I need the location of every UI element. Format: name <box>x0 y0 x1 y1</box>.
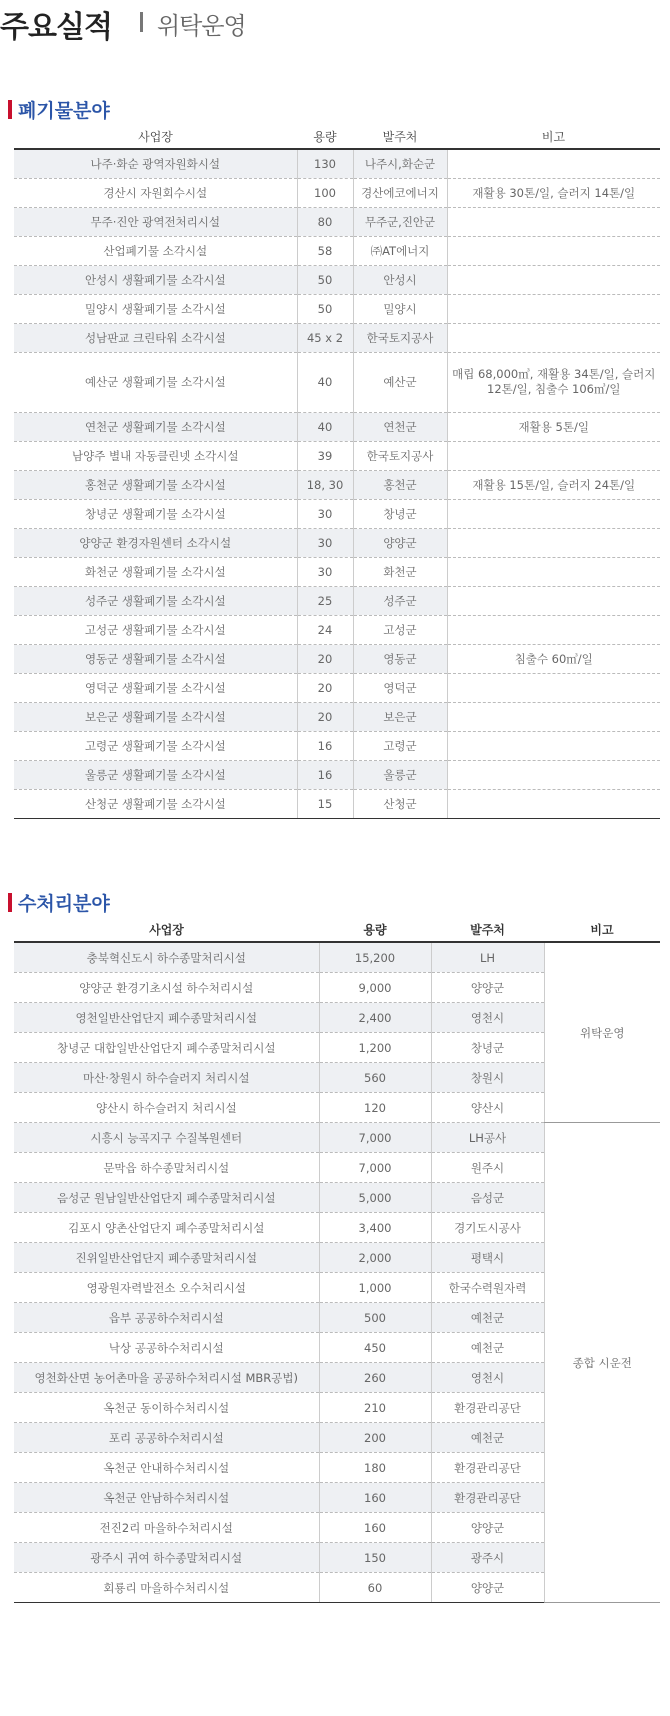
site-cell: 홍천군 생활폐기물 소각시설 <box>14 470 297 499</box>
capacity-cell: 30 <box>297 557 353 586</box>
capacity-cell: 100 <box>297 178 353 207</box>
client-cell: 경산에코에너지 <box>353 178 447 207</box>
client-cell: 영동군 <box>353 644 447 673</box>
capacity-cell: 1,200 <box>319 1033 431 1063</box>
water-table-header <box>14 917 660 942</box>
note-cell <box>447 441 660 470</box>
site-cell: 울릉군 생활폐기물 소각시설 <box>14 760 297 789</box>
note-cell <box>447 586 660 615</box>
capacity-cell: 20 <box>297 673 353 702</box>
site-cell: 고성군 생활폐기물 소각시설 <box>14 615 297 644</box>
capacity-cell: 260 <box>319 1363 431 1393</box>
client-cell: 음성군 <box>431 1183 544 1213</box>
client-cell: 경기도시공사 <box>431 1213 544 1243</box>
note-cell: 재활용 5톤/일 <box>447 412 660 441</box>
site-cell: 양양군 환경기초시설 하수처리시설 <box>14 973 319 1003</box>
capacity-cell: 16 <box>297 731 353 760</box>
site-cell: 김포시 양촌산업단지 폐수종말처리시설 <box>14 1213 319 1243</box>
capacity-cell: 40 <box>297 412 353 441</box>
column-header-site: 사업장 <box>14 124 297 149</box>
table-row <box>14 1123 660 1153</box>
note-cell <box>447 760 660 789</box>
waste-heading-text: 폐기물분야 <box>18 100 110 122</box>
site-cell: 광주시 귀여 하수종말처리시설 <box>14 1543 319 1573</box>
client-cell: 양양군 <box>431 1513 544 1543</box>
table-row <box>14 412 660 441</box>
column-header-site: 사업장 <box>14 917 319 942</box>
site-cell: 옥천군 동이하수처리시설 <box>14 1393 319 1423</box>
site-cell: 시흥시 능곡지구 수질복원센터 <box>14 1123 319 1153</box>
table-row <box>14 207 660 236</box>
client-cell: 한국수력원자력 <box>431 1273 544 1303</box>
table-row <box>14 323 660 352</box>
site-cell: 성주군 생활폐기물 소각시설 <box>14 586 297 615</box>
note-cell <box>447 499 660 528</box>
client-cell: 양산시 <box>431 1093 544 1123</box>
client-cell: 창원시 <box>431 1063 544 1093</box>
client-cell: 평택시 <box>431 1243 544 1273</box>
capacity-cell: 50 <box>297 265 353 294</box>
table-row <box>14 236 660 265</box>
capacity-cell: 210 <box>319 1393 431 1423</box>
waste-table-body <box>14 149 660 818</box>
site-cell: 남양주 별내 자동클린넷 소각시설 <box>14 441 297 470</box>
capacity-cell: 160 <box>319 1513 431 1543</box>
client-cell: 환경관리공단 <box>431 1453 544 1483</box>
capacity-cell: 7,000 <box>319 1153 431 1183</box>
capacity-cell: 15 <box>297 789 353 818</box>
capacity-cell: 50 <box>297 294 353 323</box>
site-cell: 읍부 공공하수처리시설 <box>14 1303 319 1333</box>
site-cell: 예산군 생활폐기물 소각시설 <box>14 352 297 412</box>
site-cell: 나주·화순 광역자원화시설 <box>14 149 297 178</box>
table-row <box>14 702 660 731</box>
capacity-cell: 15,200 <box>319 942 431 973</box>
capacity-cell: 5,000 <box>319 1183 431 1213</box>
table-row <box>14 942 660 973</box>
site-cell: 낙상 공공하수처리시설 <box>14 1333 319 1363</box>
client-cell: 밀양시 <box>353 294 447 323</box>
table-row <box>14 731 660 760</box>
note-cell: 침출수 60㎥/일 <box>447 644 660 673</box>
client-cell: LH공사 <box>431 1123 544 1153</box>
table-row <box>14 441 660 470</box>
page-title: 주요실적 <box>0 10 112 45</box>
capacity-cell: 150 <box>319 1543 431 1573</box>
client-cell: 예천군 <box>431 1423 544 1453</box>
client-cell: 예산군 <box>353 352 447 412</box>
note-cell <box>447 557 660 586</box>
column-header-note: 비고 <box>544 917 660 942</box>
group-note-cell: 종합 시운전 <box>544 1123 660 1603</box>
table-row <box>14 352 660 412</box>
client-cell: 영천시 <box>431 1003 544 1033</box>
client-cell: 한국토지공사 <box>353 441 447 470</box>
capacity-cell: 58 <box>297 236 353 265</box>
capacity-cell: 18, 30 <box>297 470 353 499</box>
capacity-cell: 3,400 <box>319 1213 431 1243</box>
capacity-cell: 20 <box>297 644 353 673</box>
capacity-cell: 160 <box>319 1483 431 1513</box>
note-cell <box>447 528 660 557</box>
column-header-capacity: 용량 <box>319 917 431 942</box>
waste-table-header <box>14 124 660 149</box>
site-cell: 밀양시 생활폐기물 소각시설 <box>14 294 297 323</box>
client-cell: 환경관리공단 <box>431 1483 544 1513</box>
column-header-client: 발주처 <box>353 124 447 149</box>
table-row <box>14 528 660 557</box>
site-cell: 경산시 자원회수시설 <box>14 178 297 207</box>
client-cell: LH <box>431 942 544 973</box>
site-cell: 산업폐기물 소각시설 <box>14 236 297 265</box>
site-cell: 영덕군 생활폐기물 소각시설 <box>14 673 297 702</box>
group-note-cell: 위탁운영 <box>544 942 660 1123</box>
site-cell: 회룡리 마을하수처리시설 <box>14 1573 319 1603</box>
title-divider <box>140 12 143 32</box>
heading-marker <box>8 100 12 119</box>
capacity-cell: 7,000 <box>319 1123 431 1153</box>
table-row <box>14 644 660 673</box>
capacity-cell: 560 <box>319 1063 431 1093</box>
client-cell: 나주시,화순군 <box>353 149 447 178</box>
client-cell: 안성시 <box>353 265 447 294</box>
note-cell <box>447 702 660 731</box>
client-cell: 산청군 <box>353 789 447 818</box>
client-cell: 원주시 <box>431 1153 544 1183</box>
table-row <box>14 470 660 499</box>
note-cell <box>447 731 660 760</box>
note-cell <box>447 615 660 644</box>
site-cell: 화천군 생활폐기물 소각시설 <box>14 557 297 586</box>
note-cell <box>447 294 660 323</box>
capacity-cell: 80 <box>297 207 353 236</box>
capacity-cell: 16 <box>297 760 353 789</box>
site-cell: 포리 공공하수처리시설 <box>14 1423 319 1453</box>
water-table-body <box>14 942 660 1603</box>
waste-table <box>14 124 660 819</box>
site-cell: 마산·창원시 하수슬러지 처리시설 <box>14 1063 319 1093</box>
site-cell: 영천일반산업단지 폐수종말처리시설 <box>14 1003 319 1033</box>
note-cell: 재활용 30톤/일, 슬러지 14톤/일 <box>447 178 660 207</box>
column-header-capacity: 용량 <box>297 124 353 149</box>
capacity-cell: 130 <box>297 149 353 178</box>
table-row <box>14 178 660 207</box>
table-row <box>14 615 660 644</box>
table-row <box>14 149 660 178</box>
table-row <box>14 294 660 323</box>
client-cell: 성주군 <box>353 586 447 615</box>
site-cell: 보은군 생활폐기물 소각시설 <box>14 702 297 731</box>
client-cell: 화천군 <box>353 557 447 586</box>
capacity-cell: 25 <box>297 586 353 615</box>
note-cell <box>447 149 660 178</box>
client-cell: 창녕군 <box>431 1033 544 1063</box>
site-cell: 양산시 하수슬러지 처리시설 <box>14 1093 319 1123</box>
table-row <box>14 499 660 528</box>
client-cell: ㈜AT에너지 <box>353 236 447 265</box>
client-cell: 창녕군 <box>353 499 447 528</box>
site-cell: 창녕군 대합일반산업단지 폐수종말처리시설 <box>14 1033 319 1063</box>
capacity-cell: 39 <box>297 441 353 470</box>
note-cell <box>447 789 660 818</box>
site-cell: 옥천군 안남하수처리시설 <box>14 1483 319 1513</box>
note-cell <box>447 207 660 236</box>
capacity-cell: 30 <box>297 528 353 557</box>
page-header <box>0 0 670 50</box>
site-cell: 문막읍 하수종말처리시설 <box>14 1153 319 1183</box>
page-subtitle: 위탁운영 <box>157 12 246 40</box>
water-section-heading <box>8 889 110 916</box>
capacity-cell: 200 <box>319 1423 431 1453</box>
client-cell: 예천군 <box>431 1303 544 1333</box>
capacity-cell: 9,000 <box>319 973 431 1003</box>
site-cell: 영광원자력발전소 오수처리시설 <box>14 1273 319 1303</box>
client-cell: 고성군 <box>353 615 447 644</box>
site-cell: 양양군 환경자원센터 소각시설 <box>14 528 297 557</box>
table-row <box>14 673 660 702</box>
site-cell: 연천군 생활폐기물 소각시설 <box>14 412 297 441</box>
site-cell: 고령군 생활폐기물 소각시설 <box>14 731 297 760</box>
note-cell <box>447 236 660 265</box>
client-cell: 무주군,진안군 <box>353 207 447 236</box>
table-row <box>14 586 660 615</box>
site-cell: 영천화산면 농어촌마을 공공하수처리시설 MBR공법) <box>14 1363 319 1393</box>
table-row <box>14 557 660 586</box>
note-cell <box>447 673 660 702</box>
client-cell: 한국토지공사 <box>353 323 447 352</box>
client-cell: 광주시 <box>431 1543 544 1573</box>
site-cell: 옥천군 안내하수처리시설 <box>14 1453 319 1483</box>
site-cell: 창녕군 생활폐기물 소각시설 <box>14 499 297 528</box>
note-cell: 매립 68,000㎥, 재활용 34톤/일, 슬러지 12톤/일, 침출수 106㎥/일 <box>447 352 660 412</box>
client-cell: 홍천군 <box>353 470 447 499</box>
note-cell <box>447 265 660 294</box>
capacity-cell: 40 <box>297 352 353 412</box>
client-cell: 예천군 <box>431 1333 544 1363</box>
client-cell: 영천시 <box>431 1363 544 1393</box>
table-row <box>14 760 660 789</box>
site-cell: 무주·진안 광역전처리시설 <box>14 207 297 236</box>
table-row <box>14 789 660 818</box>
client-cell: 환경관리공단 <box>431 1393 544 1423</box>
site-cell: 성남판교 크린타워 소각시설 <box>14 323 297 352</box>
heading-marker <box>8 893 12 912</box>
client-cell: 고령군 <box>353 731 447 760</box>
capacity-cell: 180 <box>319 1453 431 1483</box>
client-cell: 울릉군 <box>353 760 447 789</box>
capacity-cell: 30 <box>297 499 353 528</box>
column-header-client: 발주처 <box>431 917 544 942</box>
client-cell: 양양군 <box>431 1573 544 1603</box>
capacity-cell: 24 <box>297 615 353 644</box>
capacity-cell: 45 x 2 <box>297 323 353 352</box>
client-cell: 양양군 <box>353 528 447 557</box>
water-heading-text: 수처리분야 <box>18 893 110 915</box>
client-cell: 연천군 <box>353 412 447 441</box>
site-cell: 전진2리 마을하수처리시설 <box>14 1513 319 1543</box>
site-cell: 산청군 생활폐기물 소각시설 <box>14 789 297 818</box>
capacity-cell: 450 <box>319 1333 431 1363</box>
capacity-cell: 20 <box>297 702 353 731</box>
note-cell <box>447 323 660 352</box>
capacity-cell: 120 <box>319 1093 431 1123</box>
note-cell: 재활용 15톤/일, 슬러지 24톤/일 <box>447 470 660 499</box>
site-cell: 안성시 생활폐기물 소각시설 <box>14 265 297 294</box>
site-cell: 진위일반산업단지 폐수종말처리시설 <box>14 1243 319 1273</box>
table-row <box>14 265 660 294</box>
capacity-cell: 2,400 <box>319 1003 431 1033</box>
capacity-cell: 2,000 <box>319 1243 431 1273</box>
site-cell: 충북혁신도시 하수종말처리시설 <box>14 942 319 973</box>
waste-section-heading <box>8 96 110 123</box>
site-cell: 음성군 원남일반산업단지 폐수종말처리시설 <box>14 1183 319 1213</box>
client-cell: 영덕군 <box>353 673 447 702</box>
capacity-cell: 1,000 <box>319 1273 431 1303</box>
capacity-cell: 60 <box>319 1573 431 1603</box>
client-cell: 양양군 <box>431 973 544 1003</box>
water-table <box>14 917 660 1603</box>
column-header-note: 비고 <box>447 124 660 149</box>
capacity-cell: 500 <box>319 1303 431 1333</box>
site-cell: 영동군 생활폐기물 소각시설 <box>14 644 297 673</box>
client-cell: 보은군 <box>353 702 447 731</box>
